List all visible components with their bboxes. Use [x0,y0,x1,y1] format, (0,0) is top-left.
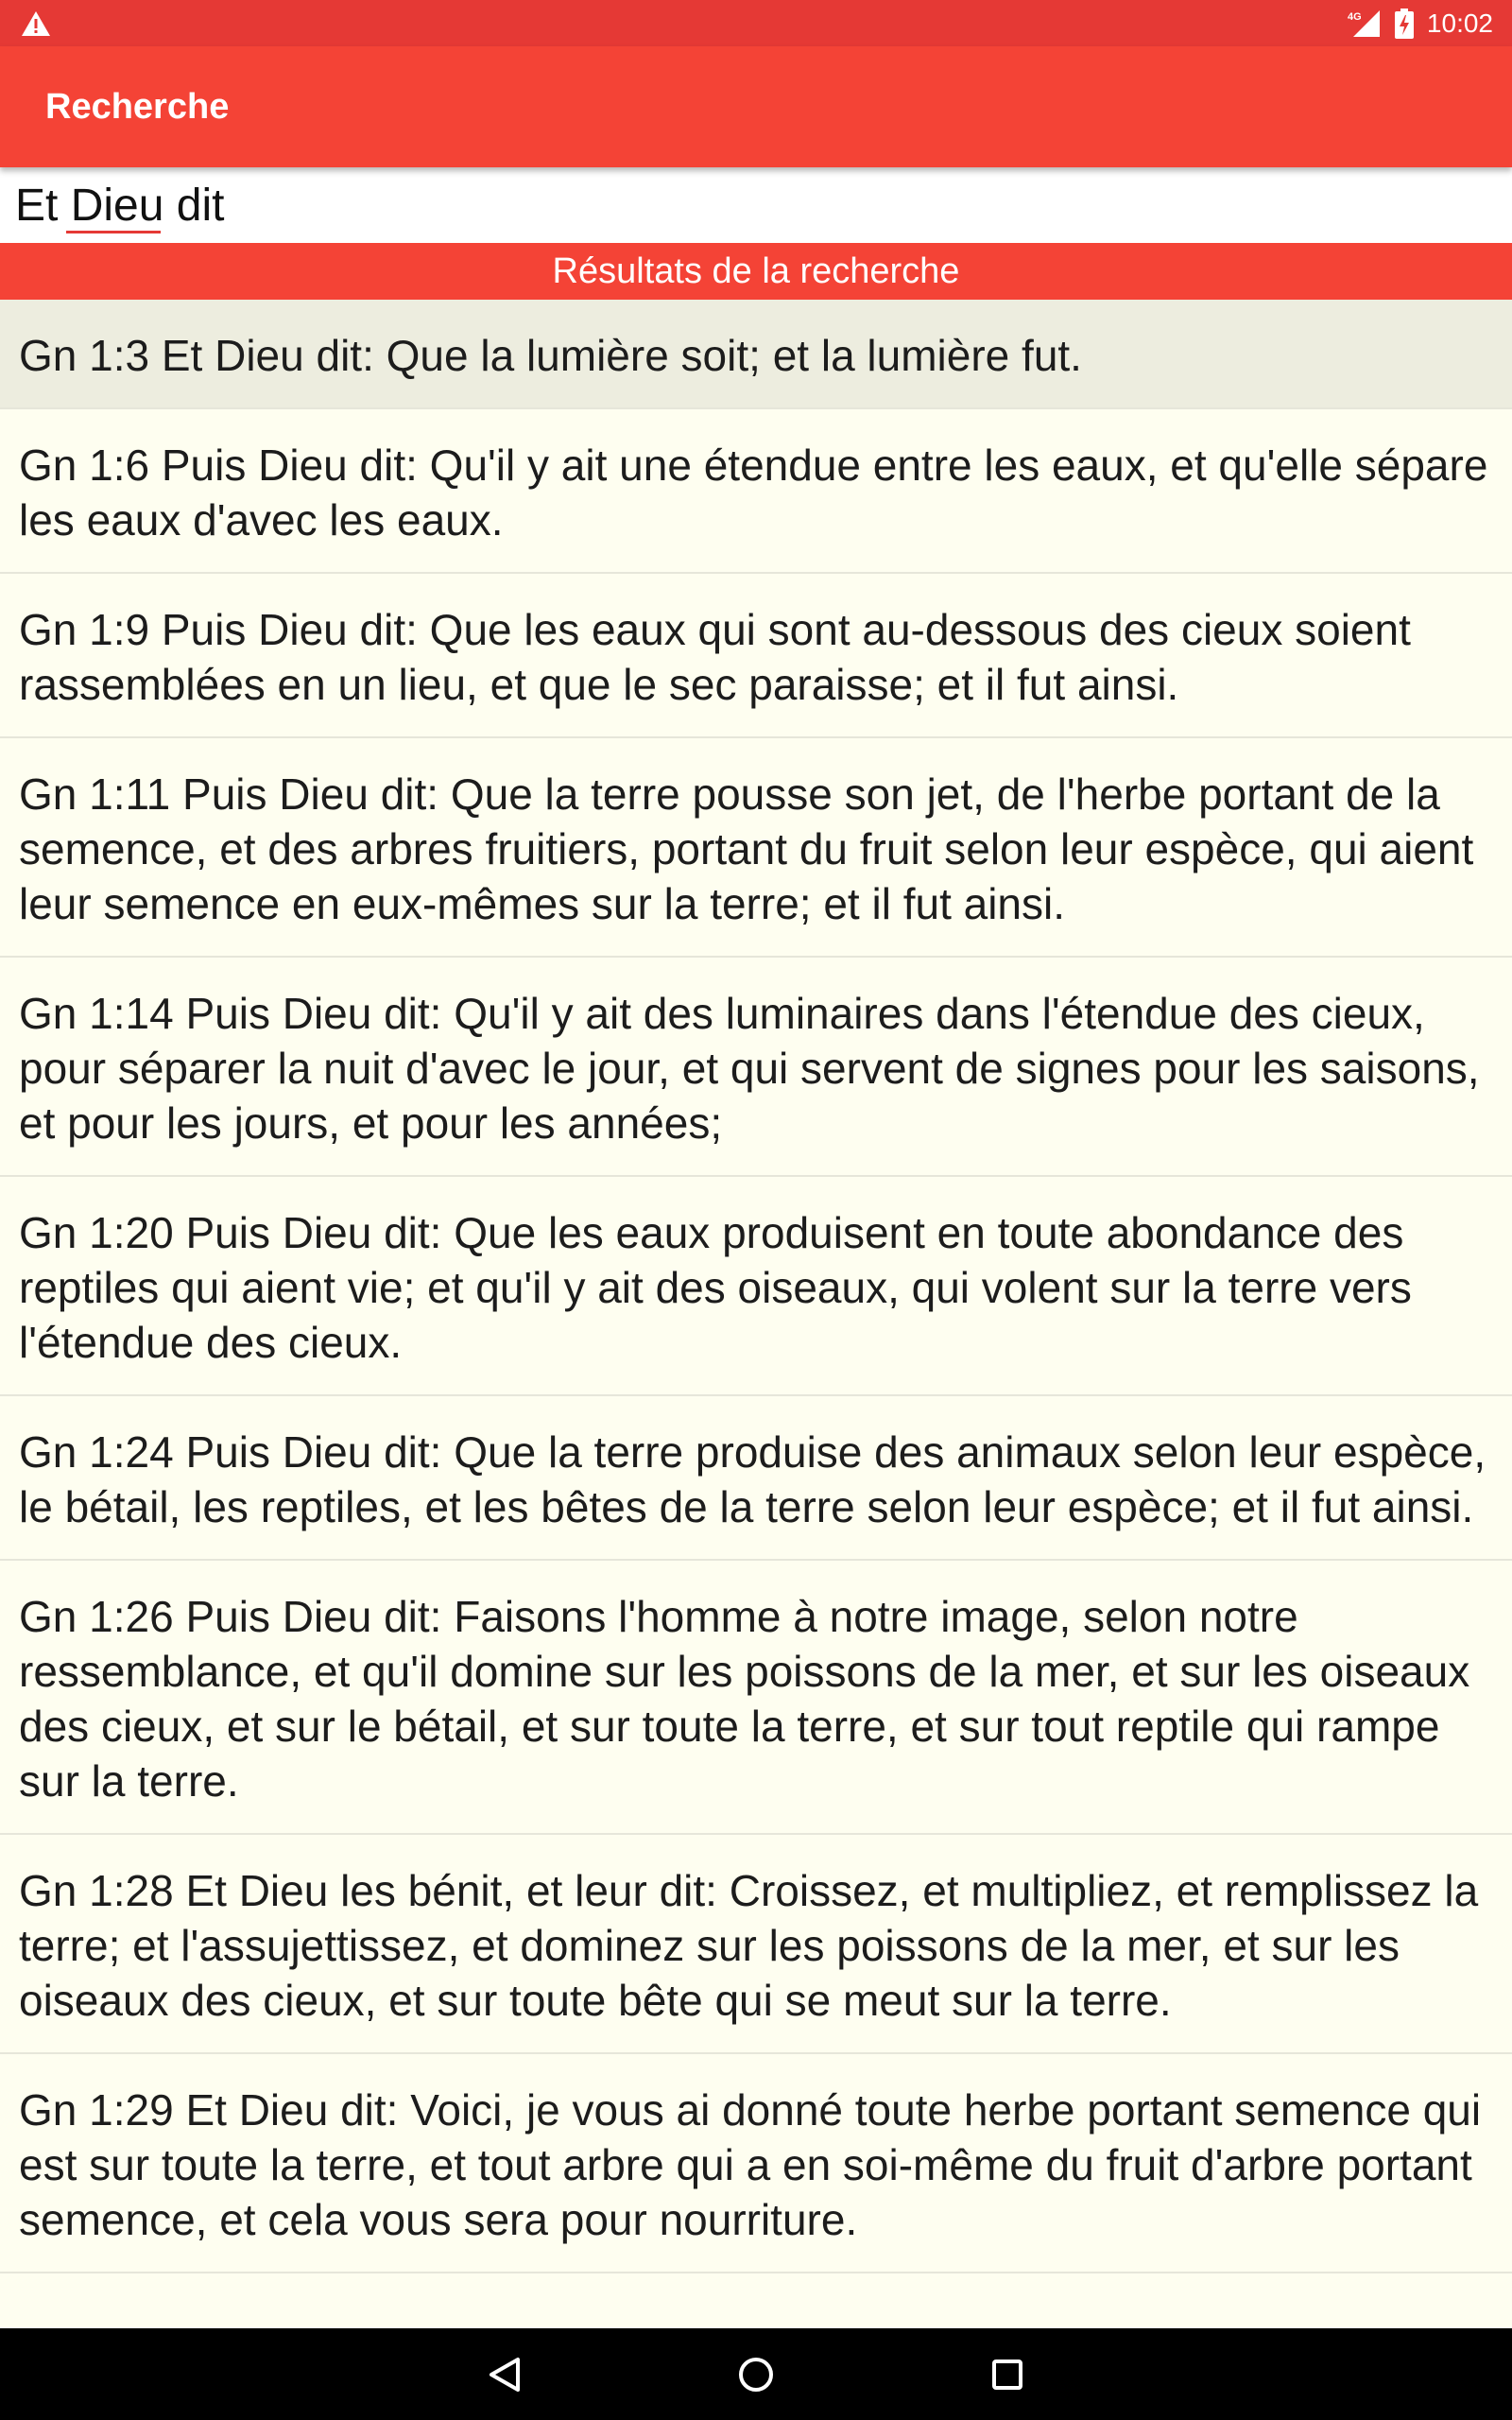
recents-square-icon [990,2358,1024,2392]
home-button[interactable] [711,2329,801,2420]
page-title: Recherche [45,86,230,127]
cellular-signal-icon [1348,9,1382,39]
status-bar [0,0,1512,46]
network-type-label: 4G [1347,10,1362,23]
result-item[interactable]: Gn 1:9 Puis Dieu dit: Que les eaux qui sont au-dessous des cieux soient rassemblées en un lieu, et que le sec paraisse; et il fut ainsi. [0,574,1512,738]
search-bar [0,167,1512,243]
result-item[interactable]: Gn 1:11 Puis Dieu dit: Que la terre pousse son jet, de l'herbe portant de la semence, et des arbres fruitiers, portant du fruit selon leur espèce, qui aient leur semence en eux-mêmes sur la terre; et il fut ainsi. [0,738,1512,958]
search-input[interactable] [0,167,1512,243]
battery-charging-icon [1395,9,1414,39]
result-item[interactable]: Gn 1:24 Puis Dieu dit: Que la terre produise des animaux selon leur espèce, le bétail, les reptiles, et les bêtes de la terre selon leur espèce; et il fut ainsi. [0,1396,1512,1561]
navigation-bar [0,2328,1512,2420]
warning-triangle-icon [21,10,51,37]
results-header: Résultats de la recherche [0,243,1512,300]
spellcheck-underline [66,231,161,233]
app-bar [0,46,1512,167]
result-item[interactable]: Gn 1:6 Puis Dieu dit: Qu'il y ait une étendue entre les eaux, et qu'elle sépare les eaux d'avec les eaux. [0,409,1512,574]
result-item[interactable]: Gn 1:3 Et Dieu dit: Que la lumière soit; et la lumière fut. [0,300,1512,409]
home-circle-icon [737,2356,775,2394]
status-time: 10:02 [1426,8,1493,38]
result-item[interactable]: Gn 1:28 Et Dieu les bénit, et leur dit: Croissez, et multipliez, et remplissez la terre; et l'assujettissez, et dominez sur les poissons de la mer, et sur les oiseaux des cieux, et sur toute bête qui se meut sur la terre. [0,1835,1512,2054]
back-triangle-icon [488,2356,522,2394]
recents-button[interactable] [962,2329,1053,2420]
result-item[interactable]: Gn 1:20 Puis Dieu dit: Que les eaux produisent en toute abondance des reptiles qui aient vie; et qu'il y ait des oiseaux, qui volent sur la terre vers l'étendue des cieux. [0,1177,1512,1396]
result-item[interactable]: Gn 1:14 Puis Dieu dit: Qu'il y ait des luminaires dans l'étendue des cieux, pour séparer la nuit d'avec le jour, et qui servent de signes pour les saisons, et pour les jours, et pour les années; [0,958,1512,1177]
results-list[interactable] [0,300,1512,2328]
back-button[interactable] [459,2329,550,2420]
result-item[interactable]: Gn 1:26 Puis Dieu dit: Faisons l'homme à notre image, selon notre ressemblance, et qu'il domine sur les poissons de la mer, et sur les oiseaux des cieux, et sur le bétail, et sur toute la terre, et sur tout reptile qui rampe sur la terre. [0,1561,1512,1835]
result-item[interactable]: Gn 1:29 Et Dieu dit: Voici, je vous ai donné toute herbe portant semence qui est sur toute la terre, et tout arbre qui a en soi-même du fruit d'arbre portant semence, et cela vous sera pour nourriture. [0,2054,1512,2273]
